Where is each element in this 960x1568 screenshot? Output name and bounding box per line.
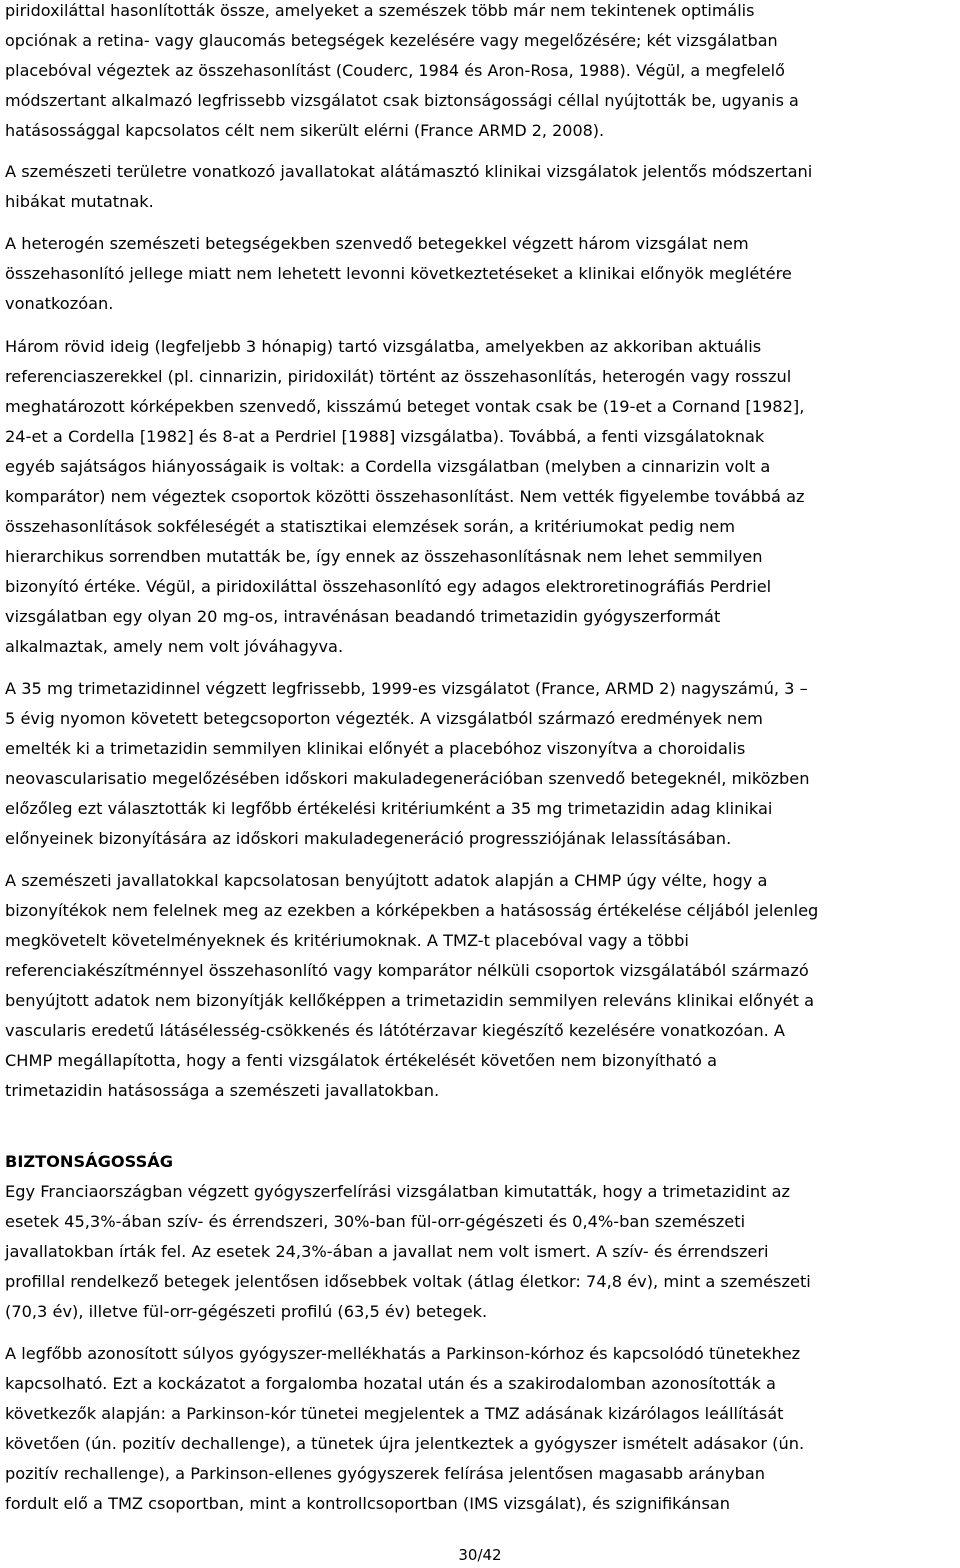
text-line: komparátor) nem végeztek csoportok közötti összehasonlítást. Nem vették figyelembe továbbá az bbox=[5, 487, 805, 506]
paragraph-chmp-conclusion bbox=[5, 866, 956, 1106]
text-line: emelték ki a trimetazidin semmilyen klinikai előnyét a placebóhoz viszonyítva a choroidalis bbox=[5, 739, 746, 758]
text-line: vonatkozóan. bbox=[5, 294, 114, 313]
text-line: követően (ún. pozitív dechallenge), a tünetek újra jelentkeztek a gyógyszer ismételt adásakor (ún. bbox=[5, 1434, 805, 1453]
text-line: bizonyítékok nem felelnek meg az ezekben a kórképekben a hatásosság értékelése céljából jelenleg bbox=[5, 901, 819, 920]
text-line: Egy Franciaországban végzett gyógyszerfelírási vizsgálatban kimutatták, hogy a trimetazidint az bbox=[5, 1182, 791, 1201]
paragraph-prescription-study bbox=[5, 1177, 956, 1327]
text-line: placebóval végeztek az összehasonlítást (Couderc, 1984 és Aron-Rosa, 1988). Végül, a megfelelő bbox=[5, 61, 785, 80]
text-line: meghatározott kórképekben szenvedő, kisszámú beteget vontak csak be (19-et a Cornand [1982], bbox=[5, 397, 805, 416]
text-line: javallatokban írták fel. Az esetek 24,3%-ában a javallat nem volt ismert. A szív- és érrendszeri bbox=[5, 1242, 769, 1261]
text-line: vascularis eredetű látásélesség-csökkenés és látótérzavar kiegészítő kezelésére vonatkozóan. A bbox=[5, 1021, 785, 1040]
text-line: neovascularisatio megelőzésében időskori makuladegenerációban szenvedő betegeknél, miközben bbox=[5, 769, 810, 788]
text-line: A 35 mg trimetazidinnel végzett legfrissebb, 1999-es vizsgálatot (France, ARMD 2) nagyszámú, 3 – bbox=[5, 679, 808, 698]
paragraph-three-short-studies bbox=[5, 332, 956, 662]
text-line: módszertant alkalmazó legfrissebb vizsgálatot csak biztonságossági céllal nyújtották be, ugyanis a bbox=[5, 91, 799, 110]
text-line: hatásossággal kapcsolatos célt nem sikerült elérni (France ARMD 2, 2008). bbox=[5, 121, 605, 140]
text-line: kapcsolható. Ezt a kockázatot a forgalomba hozatal után és a szakirodalomban azonosították a bbox=[5, 1374, 776, 1393]
text-line: alkalmaztak, amely nem volt jóváhagyva. bbox=[5, 637, 344, 656]
text-line: hibákat mutatnak. bbox=[5, 192, 154, 211]
text-line: 24-et a Cordella [1982] és 8-at a Perdriel [1988] vizsgálatba). Továbbá, a fenti vizsgálatoknak bbox=[5, 427, 765, 446]
text-line: trimetazidin hatásossága a szemészeti javallatokban. bbox=[5, 1081, 440, 1100]
text-line: piridoxiláttal hasonlították össze, amelyeket a szemészek több már nem tekintenek optimális bbox=[5, 1, 755, 20]
text-line: fordult elő a TMZ csoportban, mint a kontrollcsoportban (IMS vizsgálat), és szignifikánsan bbox=[5, 1494, 731, 1513]
text-line: előzőleg ezt választották ki legfőbb értékelési kritériumként a 35 mg trimetazidin adag klinikai bbox=[5, 799, 773, 818]
text-line: következők alapján: a Parkinson-kór tünetei megjelentek a TMZ adásának kizárólagos leállítását bbox=[5, 1404, 784, 1423]
text-line: A heterogén szemészeti betegségekben szenvedő betegekkel végzett három vizsgálat nem bbox=[5, 234, 749, 253]
page-number: 30/42 bbox=[458, 1546, 502, 1564]
text-line: pozitív rechallenge), a Parkinson-ellenes gyógyszerek felírása jelentősen magasabb arányban bbox=[5, 1464, 766, 1483]
text-line: benyújtott adatok nem bizonyítják kellőképpen a trimetazidin semmilyen releváns klinikai előnyét a bbox=[5, 991, 815, 1010]
text-line: A szemészeti területre vonatkozó javallatokat alátámasztó klinikai vizsgálatok jelentős módszertani bbox=[5, 162, 813, 181]
section-heading: BIZTONSÁGOSSÁG bbox=[5, 1152, 174, 1171]
text-line: hierarchikus sorrendben mutatták be, így ennek az összehasonlításnak nem lehet semmilyen bbox=[5, 547, 763, 566]
text-line: A szemészeti javallatokkal kapcsolatosan benyújtott adatok alapján a CHMP úgy vélte, hogy a bbox=[5, 871, 768, 890]
text-line: Három rövid ideig (legfeljebb 3 hónapig) tartó vizsgálatba, amelyekben az akkoriban aktuális bbox=[5, 337, 762, 356]
paragraph-armd2-study bbox=[5, 674, 956, 854]
text-line: összehasonlítások sokféleségét a statisztikai elemzések során, a kritériumokat pedig nem bbox=[5, 517, 736, 536]
text-line: referenciaszerekkel (pl. cinnarizin, piridoxilát) történt az összehasonlítás, heterogén vagy rosszul bbox=[5, 367, 792, 386]
text-line: A legfőbb azonosított súlyos gyógyszer-mellékhatás a Parkinson-kórhoz és kapcsolódó tünetekhez bbox=[5, 1344, 801, 1363]
paragraph-methodological-flaws bbox=[5, 157, 956, 217]
text-line: profillal rendelkező betegek jelentősen idősebbek voltak (átlag életkor: 74,8 év), mint a szemészeti bbox=[5, 1272, 811, 1291]
text-line: összehasonlító jellege miatt nem lehetett levonni következtetéseket a klinikai előnyök meglétére bbox=[5, 264, 792, 283]
text-line: előnyeinek bizonyítására az időskori makuladegeneráció progressziójának lelassításában. bbox=[5, 829, 732, 848]
text-line: (70,3 év), illetve fül-orr-gégészeti profilú (63,5 év) betegek. bbox=[5, 1302, 488, 1321]
paragraph-parkinson-risk bbox=[5, 1339, 956, 1519]
paragraph-ophthalmic-comparators bbox=[5, 0, 956, 146]
text-line: esetek 45,3%-ában szív- és érrendszeri, 30%-ban fül-orr-gégészeti és 0,4%-ban szemészeti bbox=[5, 1212, 746, 1231]
text-line: bizonyító értéke. Végül, a piridoxiláttal összehasonlító egy adagos elektroretinográfiás Perdriel bbox=[5, 577, 772, 596]
text-line: vizsgálatban egy olyan 20 mg-os, intravénásan beadandó trimetazidin gyógyszerformát bbox=[5, 607, 721, 626]
text-line: 5 évig nyomon követett betegcsoporton végezték. A vizsgálatból származó eredmények nem bbox=[5, 709, 763, 728]
text-line: egyéb sajátságos hiányosságaik is voltak: a Cordella vizsgálatban (melyben a cinnarizin volt a bbox=[5, 457, 771, 476]
paragraph-heterogeneous-diseases bbox=[5, 229, 956, 319]
text-line: megkövetelt követelményeknek és kritériumoknak. A TMZ-t placebóval vagy a többi bbox=[5, 931, 689, 950]
text-line: CHMP megállapította, hogy a fenti vizsgálatok értékelését követően nem bizonyítható a bbox=[5, 1051, 717, 1070]
text-line: referenciakészítménnyel összehasonlító vagy komparátor nélküli csoportok vizsgálatából származó bbox=[5, 961, 809, 980]
text-line: opciónak a retina- vagy glaucomás betegségek kezelésére vagy megelőzésére; két vizsgálatban bbox=[5, 31, 778, 50]
